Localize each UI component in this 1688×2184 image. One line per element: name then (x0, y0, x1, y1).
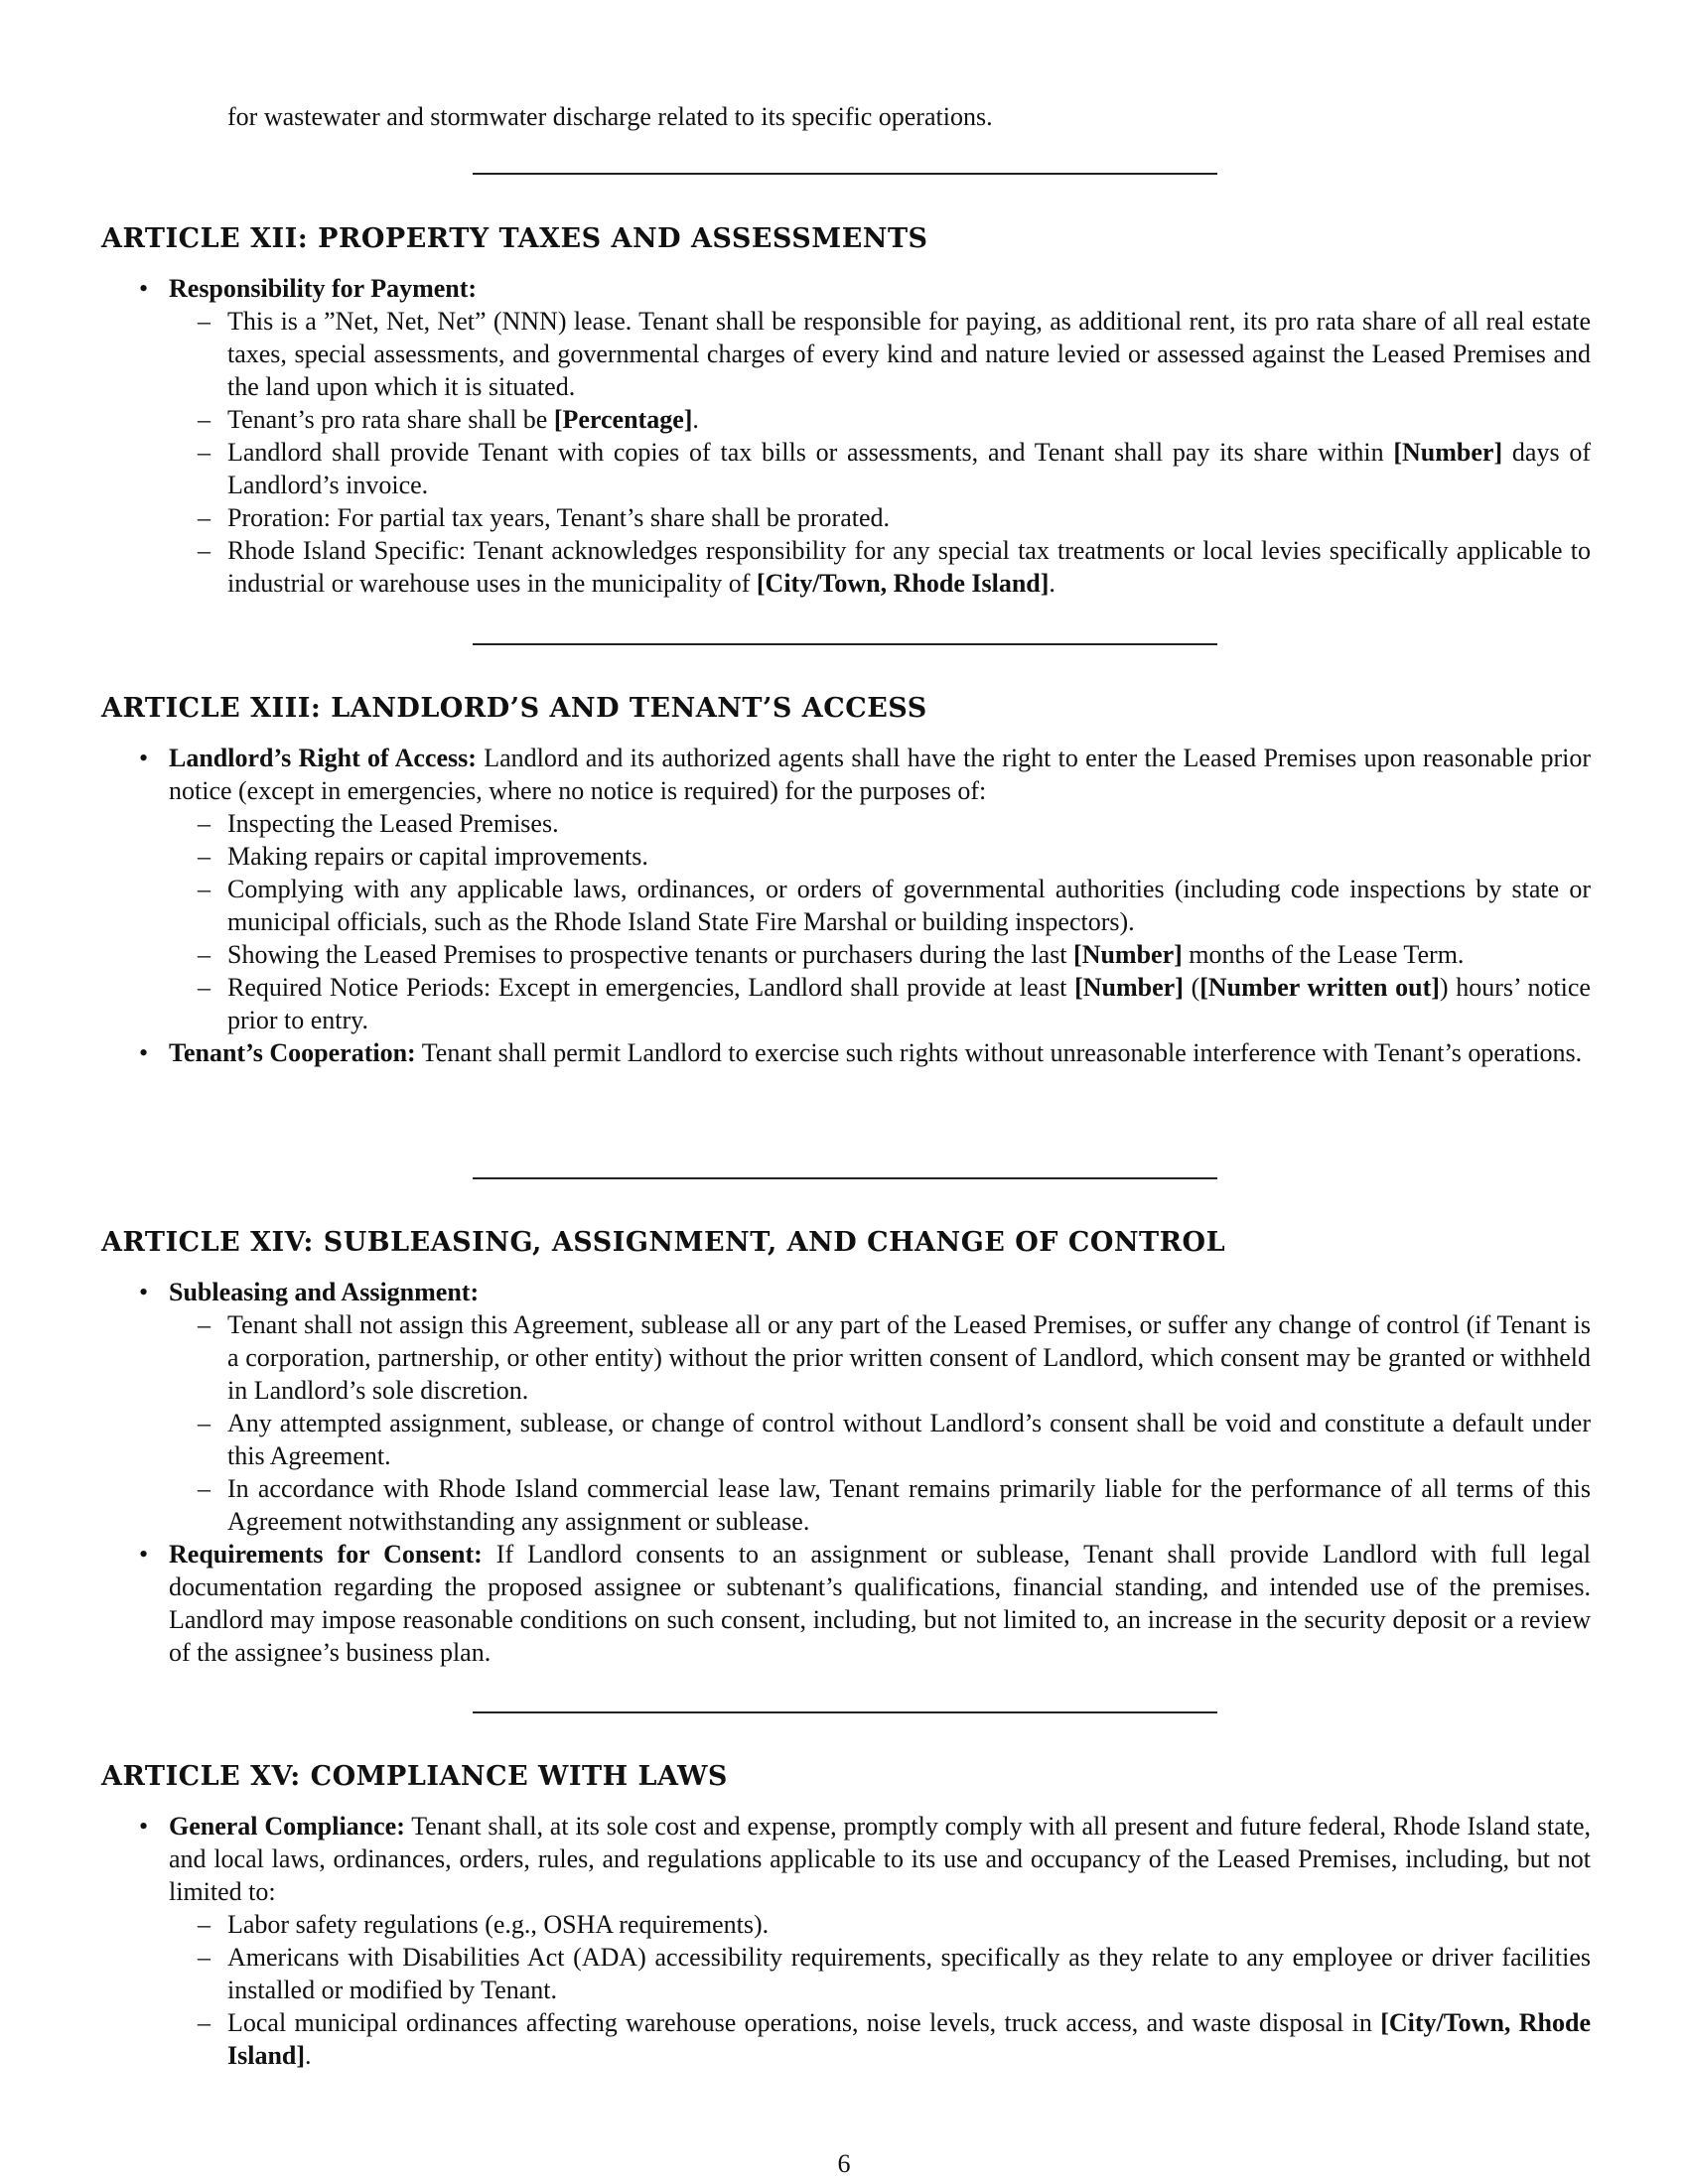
sub-list (169, 807, 1591, 1036)
list-item (169, 272, 1591, 600)
article-xiii-heading: ARTICLE XIII: LANDLORD’S AND TENANT’S ACCESS (101, 693, 927, 724)
section-divider (473, 1177, 1217, 1179)
article-xiv-heading: ARTICLE XIV: SUBLEASING, ASSIGNMENT, AND CHANGE OF CONTROL (101, 1227, 1226, 1258)
sub-item: – Complying with any applicable laws, ordinances, or orders of governmental authorities (including code inspections by state or municipal officials, such as the Rhode Island State Fire Marshal or building inspectors). (227, 873, 1591, 938)
placeholder-field: [City/Town, Rhode Island] (227, 2008, 1592, 2070)
section-divider (473, 643, 1217, 645)
sub-item: – Proration: For partial tax years, Tenant’s share shall be prorated. (227, 501, 1591, 534)
sub-item: – Any attempted assignment, sublease, or change of control without Landlord’s consent shall be void and constitute a default under this Agreement. (227, 1407, 1591, 1472)
item-label: Landlord’s Right of Access: (169, 744, 477, 772)
placeholder-field: [Number] (1073, 940, 1183, 969)
sub-item: – Local municipal ordinances affecting warehouse operations, noise levels, truck access, and waste disposal in [City/Town, Rhode Island]. (227, 2006, 1591, 2072)
article-xiii-list (169, 742, 1591, 1069)
article-xiv-list (169, 1276, 1591, 1669)
article-xv-heading: ARTICLE XV: COMPLIANCE WITH LAWS (101, 1761, 728, 1792)
list-item: • Landlord’s Right of Access: Landlord and its authorized agents shall have the right to enter the Leased Premises upon reasonable prior notice (except in emergencies, where no notice is required) for the purposes of: – Inspecting the Leased Premises. – Making repairs or capital improvements. – Complying with any applicable laws, ordinances, or orders of governmental authorities (including code inspections by state or municipal officials, such as the Rhode Island State Fire Marshal or building inspectors). – Showing the Leased Premises to prospective tenants or purchasers during the last [Number] months of the Lease Term. – Required Notice Periods: Except in emergencies, Landlord shall provide at least [Number] ([Number written out]) hours’ notice prior to entry. (169, 742, 1591, 1036)
list-item: • Tenant’s Cooperation: Tenant shall permit Landlord to exercise such rights without unreasonable interference with Tenant’s operations. (169, 1036, 1591, 1069)
item-label: General Compliance: (169, 1812, 405, 1841)
sub-list (169, 1308, 1591, 1538)
sub-item: – Tenant’s pro rata share shall be [Percentage]. (227, 403, 1591, 436)
placeholder-field: [Number written out] (1199, 973, 1440, 1002)
sub-list (169, 1908, 1591, 2072)
sub-item: – Rhode Island Specific: Tenant acknowledges responsibility for any special tax treatments or local levies specifically applicable to industrial or warehouse uses in the municipality of [City/Town, Rhode Island]. (227, 534, 1591, 600)
sub-item: – Tenant shall not assign this Agreement, sublease all or any part of the Leased Premises, or suffer any change of control (if Tenant is a corporation, partnership, or other entity) without the prior written consent of Landlord, which consent may be granted or withheld in Landlord’s sole discretion. (227, 1308, 1591, 1407)
article-xii-heading: ARTICLE XII: PROPERTY TAXES AND ASSESSMENTS (101, 223, 928, 254)
sub-item: – Americans with Disabilities Act (ADA) accessibility requirements, specifically as they relate to any employee or driver facilities installed or modified by Tenant. (227, 1941, 1591, 2006)
placeholder-field: [Number] (1393, 438, 1503, 467)
sub-item: – Showing the Leased Premises to prospective tenants or purchasers during the last [Number] months of the Lease Term. (227, 938, 1591, 971)
sub-list (169, 305, 1591, 600)
item-label: Responsibility for Payment: (169, 274, 478, 303)
page-number: 6 (837, 2149, 851, 2178)
sub-item: – In accordance with Rhode Island commercial lease law, Tenant remains primarily liable for the performance of all terms of this Agreement notwithstanding any assignment or sublease. (227, 1472, 1591, 1538)
list-item: • General Compliance: Tenant shall, at its sole cost and expense, promptly comply with all present and future federal, Rhode Island state, and local laws, ordinances, orders, rules, and regulations applicable to its use and occupancy of the Leased Premises, including, but not limited to: – Labor safety regulations (e.g., OSHA requirements). – Americans with Disabilities Act (ADA) accessibility requirements, specifically as they relate to any employee or driver facilities installed or modified by Tenant. – Local municipal ordinances affecting warehouse operations, noise levels, truck access, and waste disposal in [City/Town, Rhode Island]. (169, 1810, 1591, 2072)
item-label: Requirements for Consent: (169, 1540, 483, 1569)
list-item: • Requirements for Consent: If Landlord consents to an assignment or sublease, Tenant shall provide Landlord with full legal documentation regarding the proposed assignee or subtenant’s qualifications, financial standing, and intended use of the premises. Landlord may impose reasonable conditions on such consent, including, but not limited to, an increase in the security deposit or a review of the assignee’s business plan. (169, 1538, 1591, 1669)
sub-item: – Inspecting the Leased Premises. (227, 807, 1591, 840)
placeholder-field: [City/Town, Rhode Island] (756, 569, 1050, 598)
section-divider (473, 173, 1217, 175)
placeholder-field: [Percentage] (553, 405, 693, 434)
sub-item: – Required Notice Periods: Except in emergencies, Landlord shall provide at least [Number] ([Number written out]) hours’ notice prior to entry. (227, 971, 1591, 1036)
item-label: Subleasing and Assignment: (169, 1278, 480, 1306)
article-xii-list (169, 272, 1591, 600)
list-item (169, 1276, 1591, 1538)
continued-paragraph: for wastewater and stormwater discharge related to its specific operations. (227, 102, 993, 131)
sub-item: – Making repairs or capital improvements. (227, 840, 1591, 873)
item-label: Tenant’s Cooperation: (169, 1038, 416, 1067)
section-divider (473, 1711, 1217, 1713)
placeholder-field: [Number] (1074, 973, 1184, 1002)
sub-item: – Labor safety regulations (e.g., OSHA requirements). (227, 1908, 1591, 1941)
article-xv-list (169, 1810, 1591, 2072)
sub-item: – Landlord shall provide Tenant with copies of tax bills or assessments, and Tenant shall pay its share within [Number] days of Landlord’s invoice. (227, 436, 1591, 501)
sub-item: – This is a ”Net, Net, Net” (NNN) lease. Tenant shall be responsible for paying, as additional rent, its pro rata share of all real estate taxes, special assessments, and governmental charges of every kind and nature levied or assessed against the Leased Premises and the land upon which it is situated. (227, 305, 1591, 403)
